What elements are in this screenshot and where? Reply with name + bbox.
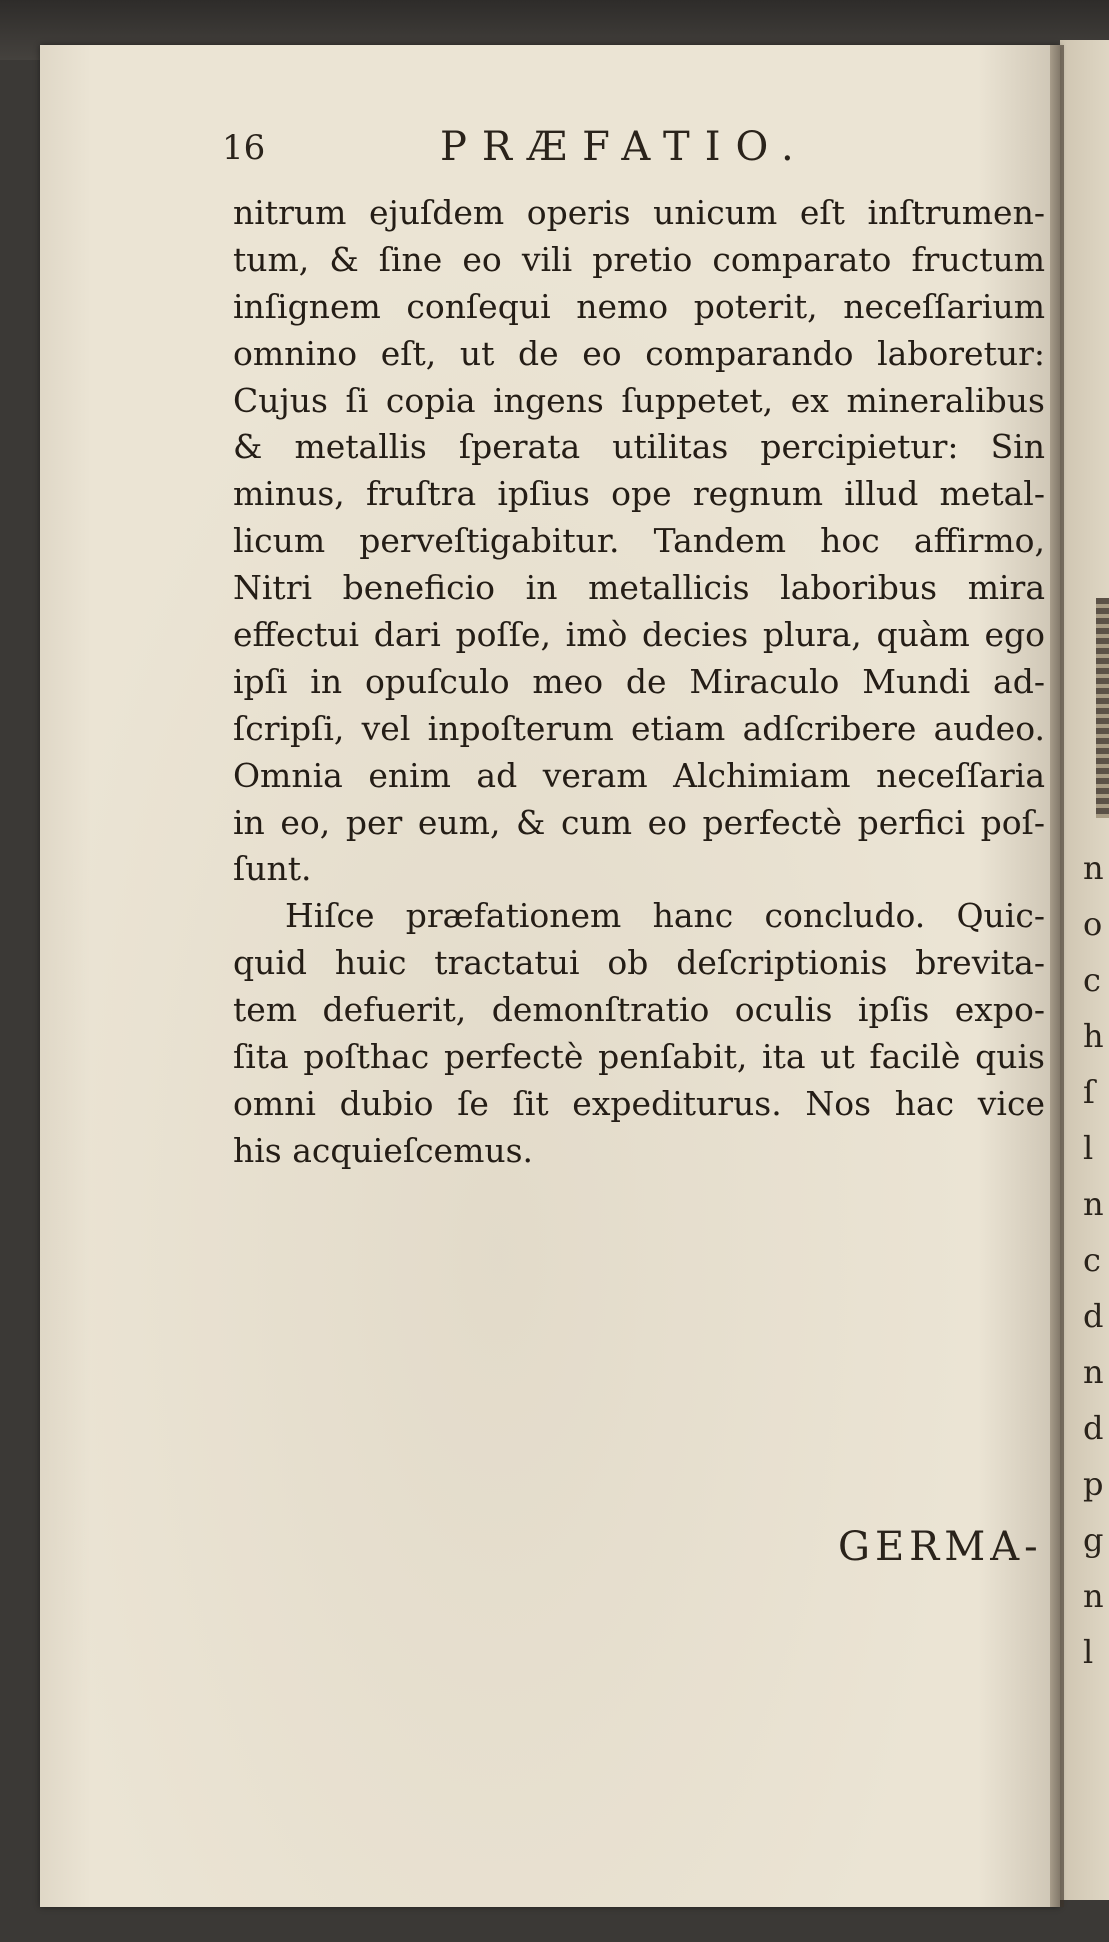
margin-letter: ſ (1083, 1073, 1095, 1111)
margin-letter: h (1083, 1017, 1104, 1055)
margin-letter: d (1083, 1409, 1104, 1447)
text-line: ipſi in opuſculo meo de Miraculo Mundi ad- (233, 661, 1045, 701)
text-line: & metallis ſperata utilitas percipietur: Sin (233, 427, 1045, 467)
text-line: his acquieſcemus. (233, 1130, 534, 1170)
text-line: minus, fruſtra ipſius ope regnum illud metal- (233, 474, 1045, 514)
text-line: Cujus ſi copia ingens ſuppetet, ex mineralibus (233, 380, 1045, 420)
body-text (233, 190, 1045, 1175)
text-line: omnino eſt, ut de eo comparando laboretur: (233, 333, 1045, 373)
margin-letter: l (1083, 1129, 1094, 1167)
text-line: tem defuerit, demonſtratio oculis ipſis expo- (233, 990, 1045, 1030)
text-line: Hiſce præfationem hanc concludo. Quic- (285, 896, 1045, 936)
margin-letter: n (1083, 1185, 1104, 1223)
margin-letter: c (1083, 1241, 1101, 1279)
facing-page-ornament (1096, 598, 1109, 818)
text-line: inſignem conſequi nemo poterit, neceſſarium (233, 286, 1045, 326)
text-line: nitrum ejuſdem operis unicum eſt inſtrumen- (233, 193, 1045, 232)
text-line: licum perveſtigabitur. Tandem hoc affirmo, (233, 521, 1045, 561)
text-line: Omnia enim ad veram Alchimiam neceſſaria (233, 755, 1045, 795)
text-line: ſunt. (233, 849, 312, 889)
text-line: quid huic tractatui ob deſcriptionis brevita- (233, 943, 1045, 983)
text-line: in eo, per eum, & cum eo perfectè perfici poſ- (233, 802, 1045, 842)
margin-letter: n (1083, 849, 1104, 887)
margin-letter: p (1083, 1465, 1104, 1503)
text-line: omni dubio ſe ſit expediturus. Nos hac vice (233, 1083, 1045, 1123)
text-line: effectui dari poſſe, imò decies plura, quàm ego (233, 615, 1045, 655)
text-line: tum, & ſine eo vili pretio comparato fructum (233, 239, 1045, 279)
margin-letter: c (1083, 961, 1101, 999)
facing-page-margin-letters (1083, 840, 1109, 1680)
margin-letter: o (1083, 905, 1103, 943)
text-line: Nitri beneficio in metallicis laboribus mira (233, 568, 1045, 608)
running-head: PRÆFATIO. (440, 124, 809, 170)
catchword: GERMA- (838, 1524, 1043, 1570)
text-line: ſcripſi, vel inpoſterum etiam adſcribere audeo. (233, 708, 1045, 748)
margin-letter: n (1083, 1577, 1104, 1615)
text-line: ſita poſthac perfectè penſabit, ita ut facilè quis (233, 1037, 1045, 1077)
page-number: 16 (222, 128, 266, 168)
margin-letter: l (1083, 1633, 1094, 1671)
margin-letter: n (1083, 1353, 1104, 1391)
page-gutter-shadow (1050, 45, 1064, 1907)
margin-letter: d (1083, 1297, 1104, 1335)
margin-letter: g (1083, 1521, 1104, 1559)
